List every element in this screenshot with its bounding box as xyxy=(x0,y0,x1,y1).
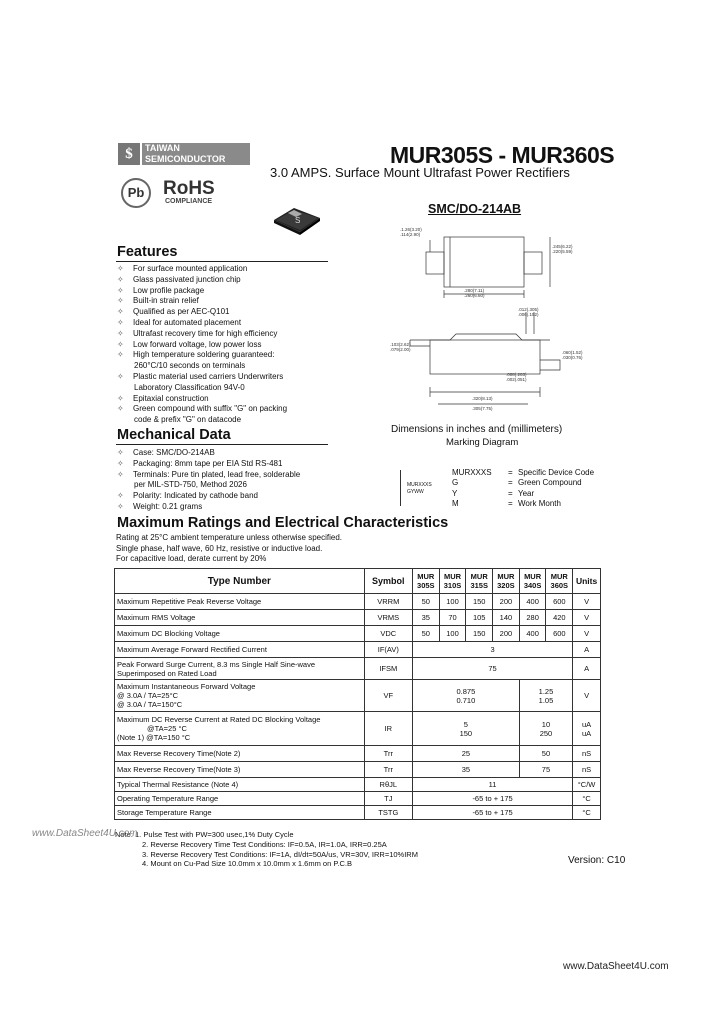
features-list xyxy=(117,264,327,426)
pb-free-icon: Pb xyxy=(121,178,151,208)
dim-label: .008(.203) xyxy=(506,372,527,377)
cell-value: 10 250 xyxy=(519,712,572,746)
marking-code: MURXXXS xyxy=(452,468,492,477)
cell-value: 75 xyxy=(412,658,572,680)
dim-label: .114(2.90) xyxy=(400,232,421,237)
row-symbol: Trr xyxy=(364,746,412,762)
dim-label: .006(.152) xyxy=(518,312,539,317)
row-unit: uA uA xyxy=(573,712,601,746)
row-symbol: VRRM xyxy=(364,594,412,610)
condition-line: Rating at 25°C ambient temperature unless otherwise specified. xyxy=(116,533,342,542)
cell-value: 140 xyxy=(493,610,520,626)
feature-item: ✧ Low forward voltage, low power loss xyxy=(117,339,262,349)
row-unit: V xyxy=(573,626,601,642)
marking-code: M xyxy=(452,498,459,508)
row-unit: V xyxy=(573,680,601,712)
part-header: MUR 310S xyxy=(439,569,466,594)
rohs-label: RoHS xyxy=(163,178,215,199)
cell-value: 100 xyxy=(439,594,466,610)
marking-desc: Work Month xyxy=(518,498,561,508)
marking-row xyxy=(452,468,594,478)
row-symbol: Trr xyxy=(364,762,412,778)
feature-item: ✧ Ideal for automated placement xyxy=(117,317,242,327)
cell-value: 400 xyxy=(519,626,546,642)
mechanical-item: ✧ Polarity: Indicated by cathode band xyxy=(117,491,258,501)
cell-value: 100 xyxy=(439,626,466,642)
part-header: MUR 305S xyxy=(412,569,439,594)
row-symbol: TSTG xyxy=(364,806,412,820)
condition-line: Single phase, half wave, 60 Hz, resistive or inductive load. xyxy=(116,543,323,553)
feature-item: code & prefix "G" on datacode xyxy=(134,415,242,425)
cell-value: 50 xyxy=(519,746,572,762)
dim-label: .320(8.13) xyxy=(472,396,493,401)
marking-eq: = xyxy=(508,498,513,508)
cell-value: 0.875 0.710 xyxy=(412,680,519,712)
cell-value: 600 xyxy=(546,594,573,610)
mechanical-list xyxy=(117,448,357,513)
feature-item: ✧ High temperature soldering guaranteed: xyxy=(117,350,275,360)
marking-desc: Specific Device Code xyxy=(518,468,595,477)
marking-row xyxy=(452,489,594,499)
mechanical-item: ✧ Terminals: Pure tin plated, lead free, solderable xyxy=(117,469,301,479)
units-header: Units xyxy=(573,569,601,594)
features-heading: Features xyxy=(117,244,178,260)
cell-value: 400 xyxy=(519,594,546,610)
package-dimension-diagram xyxy=(390,222,610,422)
row-label: Maximum RMS Voltage xyxy=(115,610,365,626)
dim-label: .260(6.60) xyxy=(464,293,485,298)
table-row xyxy=(115,778,601,792)
note-line: 2. Reverse Recovery Time Test Conditions: IF=0.5A, IR=1.0A, IRR=0.25A xyxy=(142,839,387,849)
feature-item: ✧ Epitaxial construction xyxy=(117,393,209,403)
cell-value: 25 xyxy=(412,746,519,762)
cell-value: 5 150 xyxy=(412,712,519,746)
row-symbol: VRMS xyxy=(364,610,412,626)
mechanical-heading: Mechanical Data xyxy=(117,427,231,443)
row-unit: nS xyxy=(573,746,601,762)
watermark-left: www.DataSheet4U.com xyxy=(32,828,138,839)
dim-label: .280(7.11) xyxy=(464,288,485,293)
marking-legend xyxy=(452,468,594,509)
row-label: Maximum DC Blocking Voltage xyxy=(115,626,365,642)
cell-value: 150 xyxy=(466,626,493,642)
row-symbol: IFSM xyxy=(364,658,412,680)
feature-item: ✧ Ultrafast recovery time for high efficiency xyxy=(117,328,278,338)
marking-box-sub: GYWW xyxy=(407,489,424,495)
feature-item: ✧ For surface mounted application xyxy=(117,264,248,273)
table-row xyxy=(115,658,601,680)
part-header: MUR 315S xyxy=(466,569,493,594)
feature-item: ✧ Built-in strain relief xyxy=(117,296,199,306)
cell-value: -65 to + 175 xyxy=(412,806,572,820)
part-header: MUR 320S xyxy=(493,569,520,594)
dim-label: .002(.051) xyxy=(506,377,527,382)
row-label: Storage Temperature Range xyxy=(115,806,365,820)
cell-value: 420 xyxy=(546,610,573,626)
table-row xyxy=(115,626,601,642)
mechanical-item: ✧ Packaging: 8mm tape per EIA Std RS-481 xyxy=(117,458,283,468)
cell-value: 35 xyxy=(412,762,519,778)
cell-value: 35 xyxy=(412,610,439,626)
note-line: 4. Mount on Cu-Pad Size 10.0mm x 10.0mm x 1.6mm on P.C.B xyxy=(142,859,352,869)
feature-item: ✧ Low profile package xyxy=(117,285,205,295)
ratings-table xyxy=(114,568,601,820)
symbol-header: Symbol xyxy=(364,569,412,594)
marking-eq: = xyxy=(508,488,513,498)
marking-box-label: MURXXXS xyxy=(407,482,432,488)
cell-value: 11 xyxy=(412,778,572,792)
marking-diagram-title: Marking Diagram xyxy=(446,437,519,448)
dim-label: .103(2.62) xyxy=(390,342,411,347)
part-header: MUR 360S xyxy=(546,569,573,594)
version-label: Version: C10 xyxy=(568,855,626,866)
table-row xyxy=(115,680,601,712)
dim-label: .1.26(3.20) xyxy=(400,227,422,232)
note-line: 3. Reverse Recovery Test Conditions: IF=1A, dI/dt=50A/us, VR=30V, IRR=10%IRM xyxy=(142,849,418,859)
table-row xyxy=(115,594,601,610)
row-label: Maximum DC Reverse Current at Rated DC Blocking Voltage @TA=25 °C (Note 1) @TA=150 °C xyxy=(115,712,365,746)
row-symbol: VDC xyxy=(364,626,412,642)
dim-label: .030(0.76) xyxy=(562,355,583,360)
condition-line: For capacitive load, derate current by 20% xyxy=(116,554,267,563)
cell-value: 105 xyxy=(466,610,493,626)
chip-image xyxy=(272,206,322,236)
package-title: SMC/DO-214AB xyxy=(428,202,522,216)
chip-label: S xyxy=(295,216,301,225)
table-row xyxy=(115,762,601,778)
row-symbol: TJ xyxy=(364,792,412,806)
page-title: MUR305S - MUR360S xyxy=(390,142,615,168)
feature-item: ✧ Green compound with suffix "G" on packing xyxy=(117,404,288,414)
row-label: Maximum Repetitive Peak Reverse Voltage xyxy=(115,594,365,610)
company-logo-mark: $ xyxy=(118,143,140,165)
cell-value: 200 xyxy=(493,594,520,610)
cell-value: -65 to + 175 xyxy=(412,792,572,806)
watermark-right: www.DataSheet4U.com xyxy=(563,961,669,972)
mechanical-item: per MIL-STD-750, Method 2026 xyxy=(134,480,247,490)
part-header: MUR 340S xyxy=(519,569,546,594)
page-subtitle: 3.0 AMPS. Surface Mount Ultrafast Power Rectifiers xyxy=(270,165,570,180)
compliance-label: COMPLIANCE xyxy=(165,198,213,205)
mechanical-rule xyxy=(116,444,328,445)
cell-value: 3 xyxy=(412,642,572,658)
cell-value: 150 xyxy=(466,594,493,610)
table-row xyxy=(115,806,601,820)
cell-value: 50 xyxy=(412,626,439,642)
cell-value: 70 xyxy=(439,610,466,626)
row-label: Typical Thermal Resistance (Note 4) xyxy=(115,778,365,792)
marking-code: G xyxy=(452,478,459,488)
table-row xyxy=(115,712,601,746)
row-symbol: RθJL xyxy=(364,778,412,792)
row-label: Maximum Average Forward Rectified Current xyxy=(115,642,365,658)
table-row xyxy=(115,746,601,762)
mechanical-item: ✧ Weight: 0.21 grams xyxy=(117,501,203,511)
row-unit: A xyxy=(573,658,601,680)
marking-eq: = xyxy=(508,478,513,488)
marking-desc: Year xyxy=(518,488,535,498)
row-unit: °C xyxy=(573,806,601,820)
marking-row xyxy=(452,478,594,488)
row-symbol: VF xyxy=(364,680,412,712)
mechanical-item: ✧ Case: SMC/DO-214AB xyxy=(117,448,215,457)
marking-row xyxy=(452,499,594,509)
row-unit: °C/W xyxy=(573,778,601,792)
dim-label: .220(5.59) xyxy=(552,249,573,254)
feature-item: 260°C/10 seconds on terminals xyxy=(134,361,246,371)
company-name-line1: TAIWAN xyxy=(145,143,180,153)
feature-item: ✧ Qualified as per AEC-Q101 xyxy=(117,307,230,317)
row-symbol: IF(AV) xyxy=(364,642,412,658)
cell-value: 280 xyxy=(519,610,546,626)
rating-conditions xyxy=(116,533,342,565)
row-label: Max Reverse Recovery Time(Note 3) xyxy=(115,762,365,778)
cell-value: 1.25 1.05 xyxy=(519,680,572,712)
cell-value: 600 xyxy=(546,626,573,642)
dim-label: .060(1.52) xyxy=(562,350,583,355)
table-row xyxy=(115,792,601,806)
dim-label: .079(2.00) xyxy=(390,347,411,352)
row-unit: °C xyxy=(573,792,601,806)
row-symbol: IR xyxy=(364,712,412,746)
marking-eq: = xyxy=(508,468,513,477)
cell-value: 200 xyxy=(493,626,520,642)
marking-code: Y xyxy=(452,488,458,498)
type-number-header: Type Number xyxy=(115,569,365,594)
company-logo-text xyxy=(142,143,250,165)
feature-item: ✧ Glass passivated junction chip xyxy=(117,274,241,284)
row-unit: V xyxy=(573,610,601,626)
cell-value: 50 xyxy=(412,594,439,610)
row-unit: nS xyxy=(573,762,601,778)
row-label: Max Reverse Recovery Time(Note 2) xyxy=(115,746,365,762)
marking-box xyxy=(400,470,445,506)
feature-item: Laboratory Classification 94V-0 xyxy=(134,382,245,392)
features-rule xyxy=(116,261,328,262)
dim-label: .245(6.22) xyxy=(552,244,573,249)
row-unit: V xyxy=(573,594,601,610)
cell-value: 75 xyxy=(519,762,572,778)
notes xyxy=(115,830,418,869)
row-label: Peak Forward Surge Current, 8.3 ms Single Half Sine-wave Superimposed on Rated Load xyxy=(115,658,365,680)
ratings-heading: Maximum Ratings and Electrical Characteristics xyxy=(117,515,449,531)
table-header-row xyxy=(115,569,601,594)
marking-desc: Green Compound xyxy=(518,478,582,488)
dimensions-caption: Dimensions in inches and (millimeters) xyxy=(391,424,563,435)
dim-label: .305(7.75) xyxy=(472,406,493,411)
row-unit: A xyxy=(573,642,601,658)
company-name-line2: SEMICONDUCTOR xyxy=(145,154,226,164)
dim-label: .012(.305) xyxy=(518,307,539,312)
row-label: Operating Temperature Range xyxy=(115,792,365,806)
table-row xyxy=(115,642,601,658)
table-row xyxy=(115,610,601,626)
feature-item: ✧ Plastic material used carriers Underwriters xyxy=(117,371,284,381)
row-label: Maximum Instantaneous Forward Voltage @ 3.0A / TA=25°C @ 3.0A / TA=150°C xyxy=(115,680,365,712)
note-line: Note: 1. Pulse Test with PW=300 usec,1% Duty Cycle xyxy=(115,830,294,839)
